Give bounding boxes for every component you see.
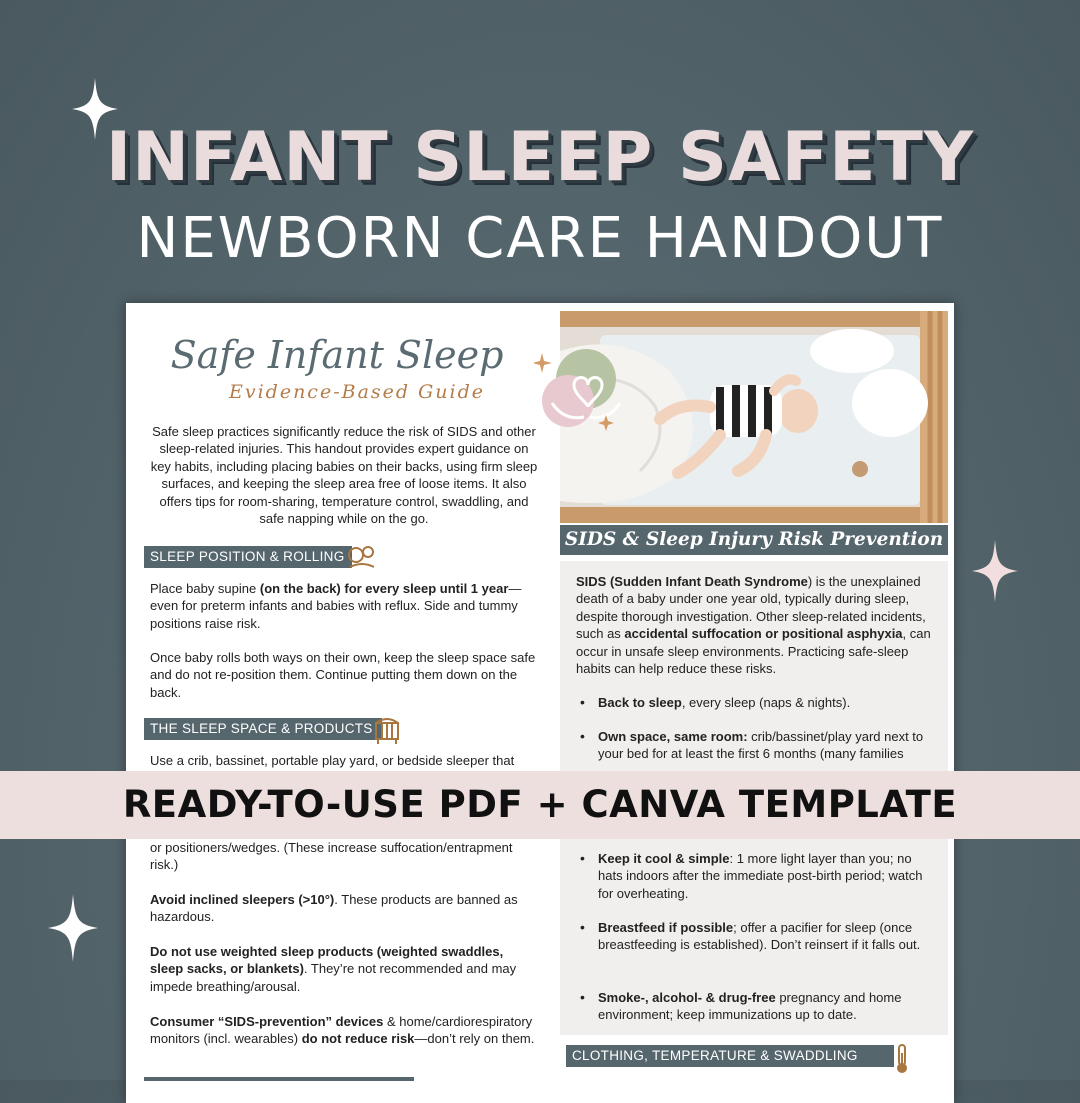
bullet-smoke-free: • Smoke-, alcohol- & drug-free pregnancy and home environment; keep immunizations up to date. [576,989,938,1024]
document-subtitle: Evidence-Based Guide [228,381,485,403]
sleep-space-paragraph-1: Use a crib, bassinet, portable play yard, or bedside sleeper that [150,753,515,768]
promo-banner: READY-TO-USE PDF + CANVA TEMPLATE [0,771,1080,839]
hero-subtitle: NEWBORN CARE HANDOUT [136,206,944,271]
section-heading-sleep-space: THE SLEEP SPACE & PRODUCTS [144,718,382,740]
thermometer-icon [894,1043,910,1075]
section-heading-clothing: CLOTHING, TEMPERATURE & SWADDLING [566,1045,894,1067]
document-title: Safe Infant Sleep [170,333,504,377]
bullet-own-space: • Own space, same room: crib/bassinet/play yard next to your bed for at least the first 6 months (many families [576,728,938,763]
rattle-icon [346,543,378,571]
sleep-space-paragraph-2: or positioners/wedges. (These increase suffocation/entrapment risk.) [150,840,513,873]
sparkle-icon [972,540,1018,602]
sids-definition: SIDS (Sudden Infant Death Syndrome) is the unexplained death of a baby under one year old, typically during sleep, despite thorough investigation. Other sleep-related incidents, such as accidental suffocation or positional asphyxia, can occur in unsafe sleep environments. Practicing safe-sleep habits can help reduce these risks. [576,574,931,677]
sleep-space-paragraph-5: Consumer “SIDS-prevention” devices & home/cardiorespiratory monitors (incl. wearables) do not reduce risk—don’t rely on them. [150,1014,535,1047]
handout-page [126,303,954,1103]
crib-icon [374,715,400,745]
bullet-back-to-sleep: • Back to sleep, every sleep (naps & nights). [576,694,938,711]
section-heading-sleep-position: SLEEP POSITION & ROLLING [144,546,352,568]
bullet-breastfeed: • Breastfeed if possible; offer a pacifier for sleep (once breastfeeding is established). Don’t reinsert if it falls out. [576,919,938,954]
sleep-space-paragraph-4: Do not use weighted sleep products (weighted swaddles, sleep sacks, or blankets). They’re not recommended and may impede breathing/arousal. [150,944,517,994]
next-section-bar [144,1077,414,1081]
risk-prevention-heading: SIDS & Sleep Injury Risk Prevention [560,525,948,555]
intro-paragraph: Safe sleep practices significantly reduce the risk of SIDS and other sleep-related injuries. This handout provides expert guidance on key habits, including placing babies on their backs, using firm sleep surfaces, and keeping the sleep area free of loose items. It also offers tips for room-sharing, temperature control, swaddling, and safe napping while on the go. [150,424,538,527]
sleep-space-paragraph-3: Avoid inclined sleepers (>10°). These products are banned as hazardous. [150,892,518,925]
caring-hands-heart-icon [534,347,624,437]
sleep-position-paragraph-2: Once baby rolls both ways on their own, keep the sleep space safe and do not re-position them. Continue putting them down on the back. [150,650,536,700]
sparkle-icon [48,894,98,962]
bullet-keep-cool: • Keep it cool & simple: 1 more light layer than you; no hats indoors after the immediate post-birth period; watch for overheating. [576,850,938,902]
hero-title: INFANT SLEEP SAFETY [105,118,975,197]
sleep-position-paragraph-1: Place baby supine (on the back) for every sleep until 1 year—even for preterm infants and babies with reflux. Side and tummy positions raise risk. [150,581,522,631]
